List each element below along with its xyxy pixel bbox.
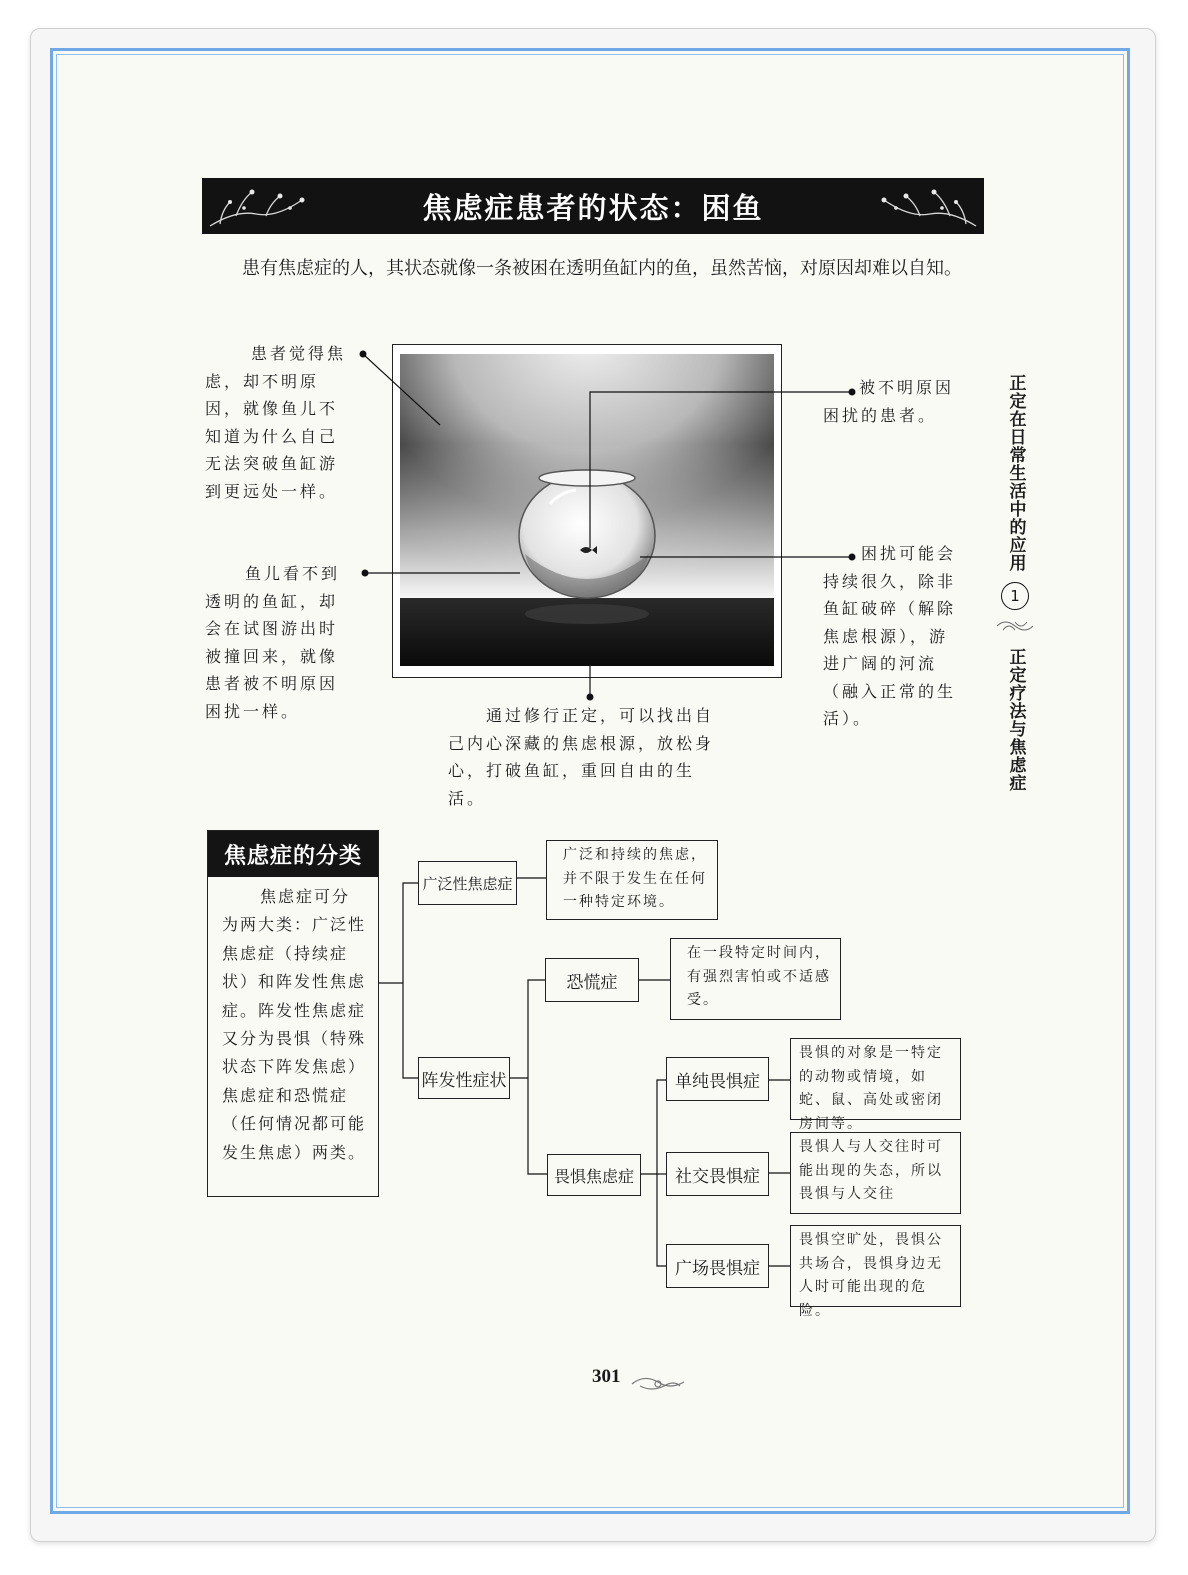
node-agoraphobia: 广场畏惧症 — [666, 1244, 769, 1288]
chapter-number: 1 — [1001, 582, 1029, 610]
annotation-mid-left: 鱼儿看不到透明的鱼缸，却会在试图游出时被撞回来，就像患者被不明原因困扰一样。 — [205, 564, 341, 721]
classification-body: 焦虑症可分为两大类：广泛性焦虑症（持续症状）和阵发性焦虑症。阵发性焦虑症又分为畏惧（特殊状态下阵发焦虑）焦虑症和恐慌症（任何情况都可能发生焦虑）两类。 — [222, 887, 367, 1162]
side-tab-top-label: 正定在日常生活中的应用 — [1005, 374, 1026, 572]
annotation-top-right: 被不明原因困扰的患者。 — [823, 378, 955, 425]
node-social-phobia: 社交畏惧症 — [666, 1152, 769, 1196]
title-banner — [202, 178, 984, 234]
desc-agoraphobia: 畏惧空旷处，畏惧公共场合，畏惧身边无人时可能出现的危险。 — [790, 1225, 961, 1307]
side-tab-bottom-label: 正定疗法与焦虑症 — [1005, 648, 1026, 792]
classification-box — [207, 830, 379, 1197]
chapter-side-tab — [997, 374, 1033, 844]
intro-paragraph: 患有焦虑症的人，其状态就像一条被困在透明鱼缸内的鱼，虽然苦恼，对原因却难以自知。 — [242, 258, 962, 279]
node-simple-phobia: 单纯畏惧症 — [666, 1057, 769, 1101]
plum-branch-icon — [870, 180, 980, 232]
node-phobic-anxiety: 畏惧焦虑症 — [547, 1154, 641, 1196]
desc-simple-phobia: 畏惧的对象是一特定的动物或情境，如蛇、鼠、高处或密闭房间等。 — [790, 1038, 961, 1120]
desc-social-phobia: 畏惧人与人交往时可能出现的失态，所以畏惧与人交往 — [790, 1132, 961, 1214]
desc-generalized-anxiety: 广泛和持续的焦虑，并不限于发生在任何一种特定环境。 — [546, 840, 718, 920]
flourish-icon — [995, 614, 1035, 636]
desc-panic-disorder: 在一段特定时间内，有强烈害怕或不适感受。 — [670, 938, 841, 1020]
node-generalized-anxiety: 广泛性焦虑症 — [418, 861, 517, 905]
plum-branch-icon — [206, 180, 316, 232]
annotation-top-left: 患者觉得焦虑，却不明原因，就像鱼儿不知道为什么自己无法突破鱼缸游到更远处一样。 — [205, 344, 347, 501]
node-paroxysmal-symptoms: 阵发性症状 — [418, 1057, 510, 1099]
annotation-mid-right: 困扰可能会持续很久，除非鱼缸破碎（解除焦虑根源），游进广阔的河流（融入正常的生活）。 — [823, 544, 957, 728]
fishbowl-photo — [400, 354, 774, 666]
node-panic-disorder: 恐慌症 — [545, 958, 639, 1002]
classification-title: 焦虑症的分类 — [208, 831, 378, 877]
annotation-bottom-center: 通过修行正定，可以找出自己内心深藏的焦虑根源，放松身心，打破鱼缸，重回自由的生活。 — [448, 706, 715, 808]
swirl-ornament-icon — [630, 1372, 686, 1394]
page-number: 301 — [592, 1366, 621, 1387]
page-title: 焦虑症患者的状态：困鱼 — [422, 190, 764, 225]
